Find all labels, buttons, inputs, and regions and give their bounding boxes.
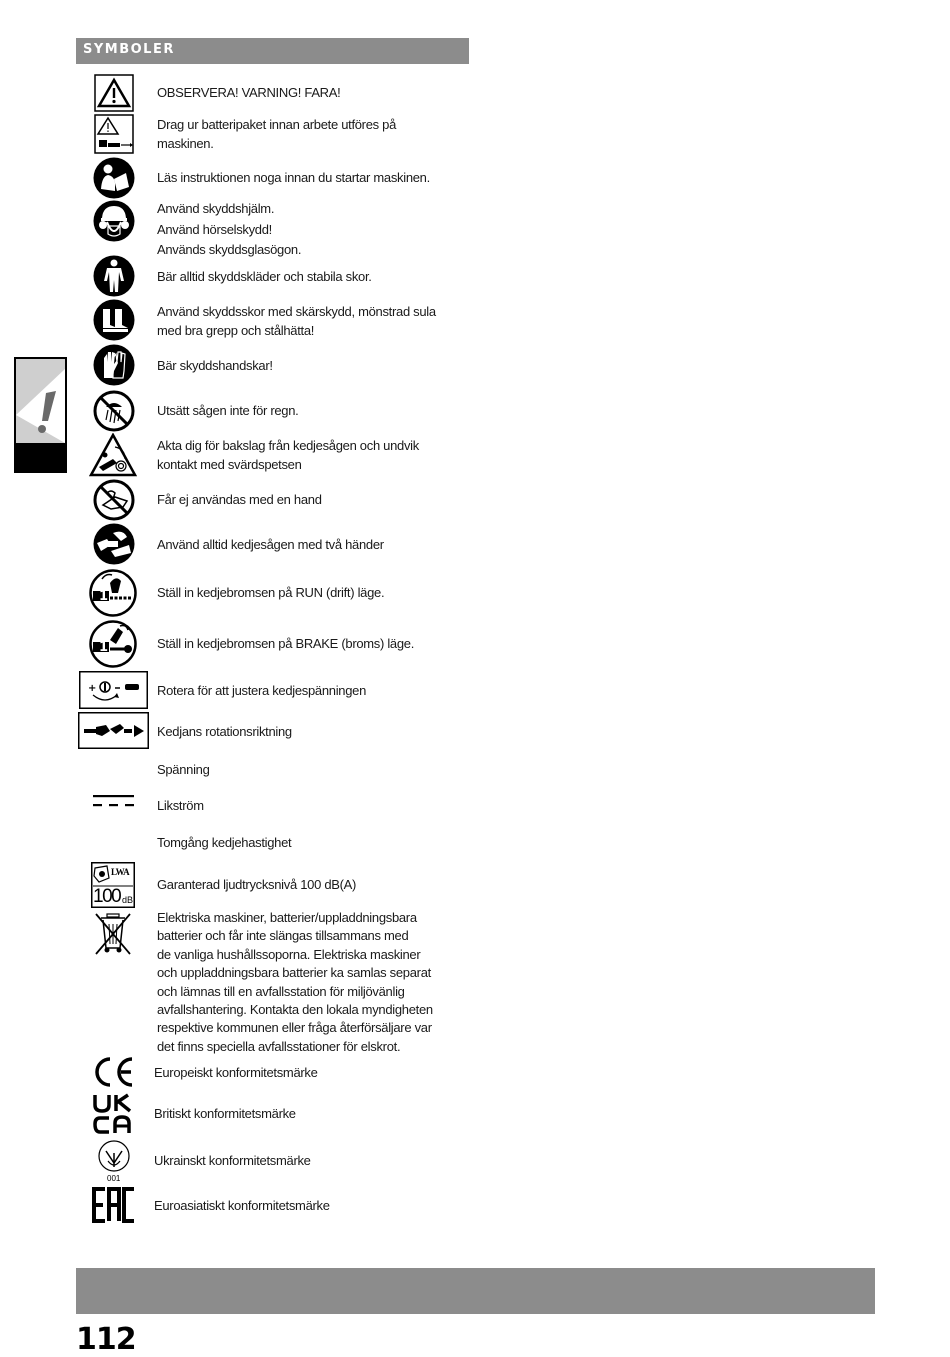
symbol-text-direct-current: Likström <box>157 798 204 813</box>
symbol-text-two-hands: Använd alltid kedjesågen med två händer <box>157 537 384 552</box>
sound-level-value: 100 <box>93 886 121 907</box>
symbol-text-ua: Ukrainskt konformitetsmärke <box>154 1153 311 1168</box>
symbol-text-no-rain: Utsätt sågen inte för regn. <box>157 403 299 418</box>
kickback-warning-icon <box>89 433 137 477</box>
symbol-text-gloves: Bär skyddshandskar! <box>157 358 273 373</box>
two-hands-icon <box>93 523 135 565</box>
ua-mark-number: 001 <box>107 1174 121 1183</box>
safety-boots-icon <box>93 299 135 341</box>
svg-text:1: 1 <box>99 589 109 604</box>
svg-text:+: + <box>88 683 97 694</box>
symbol-text-clothing: Bär alltid skyddskläder och stabila skor. <box>157 269 372 284</box>
svg-text:1: 1 <box>99 640 109 655</box>
section-title: SYMBOLER <box>83 42 175 57</box>
warning-triangle-icon <box>94 74 134 112</box>
eac-mark-icon <box>92 1187 136 1223</box>
symbol-text-voltage: Spänning <box>157 762 210 777</box>
symbol-text-helmet: Använd skyddshjälm. Använd hörselskydd! Används skyddsglasögon. <box>157 201 302 257</box>
side-tab-panel <box>16 359 65 443</box>
weee-bin-icon <box>93 910 133 956</box>
symbol-text-idle-speed: Tomgång kedjehastighet <box>157 835 292 850</box>
symbol-text-weee: Elektriska maskiner, batterier/uppladdningsbara batterier och får inte slängas tillsammans med de vanliga hushållssoporna. Elektriska maskiner och uppladdningsbara batterier ka samlas separat och lämnas till en avfallsstation för miljövänlig avfallshantering. Kontakta den lokala myndigheten respektive kommunen eller fråga återförsäljare var det finns speciella avfallsstationer för elskrot. <box>157 910 433 1054</box>
sound-level-unit: dB <box>122 895 134 905</box>
symbol-text-kickback: Akta dig för bakslag från kedjesågen och undvik kontakt med svärdspetsen <box>157 438 419 472</box>
section-header <box>76 38 469 64</box>
no-rain-icon <box>93 390 135 432</box>
direct-current-icon <box>92 793 136 809</box>
chain-tension-icon <box>79 671 148 709</box>
sound-level-label: LWA <box>111 867 130 877</box>
symbol-text-boots: Använd skyddsskor med skärskydd, mönstrad sula med bra grepp och stålhätta! <box>157 304 436 338</box>
gloves-icon <box>93 344 135 386</box>
symbol-text-eac: Euroasiatiskt konformitetsmärke <box>154 1198 330 1213</box>
brake-run-icon <box>88 569 138 617</box>
symbol-text-brake-brake: Ställ in kedjebromsen på BRAKE (broms) läge. <box>157 636 415 651</box>
ua-mark-icon <box>96 1139 132 1185</box>
symbol-text-ukca: Britiskt konformitetsmärke <box>154 1106 296 1121</box>
symbol-text-chain-tension: Rotera för att justera kedjespänningen <box>157 683 367 698</box>
symbol-text-sound-level: Garanterad ljudtrycksnivå 100 dB(A) <box>157 877 357 892</box>
footer-bar <box>76 1268 875 1314</box>
protective-clothing-icon <box>93 255 135 297</box>
read-manual-icon <box>93 157 135 199</box>
remove-battery-icon <box>94 114 134 154</box>
brake-brake-icon <box>88 620 138 668</box>
page-number: 112 <box>76 1322 136 1357</box>
symbol-text-read-manual: Läs instruktionen noga innan du startar maskinen. <box>157 170 430 185</box>
chain-direction-icon <box>78 712 149 749</box>
symbol-text-brake-run: Ställ in kedjebromsen på RUN (drift) läge. <box>157 585 385 600</box>
ce-mark-icon <box>92 1056 134 1088</box>
ukca-mark-icon <box>92 1093 136 1135</box>
symbol-text-chain-direction: Kedjans rotationsriktning <box>157 724 292 739</box>
symbol-text-no-one-hand: Får ej användas med en hand <box>157 492 322 507</box>
side-warning-tab <box>14 357 67 473</box>
symbol-text-warning: OBSERVERA! VARNING! FARA! <box>157 85 341 100</box>
helmet-protection-icon <box>93 200 135 242</box>
sound-level-icon <box>91 862 135 908</box>
symbol-text-remove-battery: Drag ur batteripaket innan arbete utföres på maskinen. <box>157 117 397 151</box>
symbol-text-ce: Europeiskt konformitetsmärke <box>154 1065 318 1080</box>
no-one-hand-icon <box>93 479 135 521</box>
exclamation-icon <box>16 359 65 443</box>
